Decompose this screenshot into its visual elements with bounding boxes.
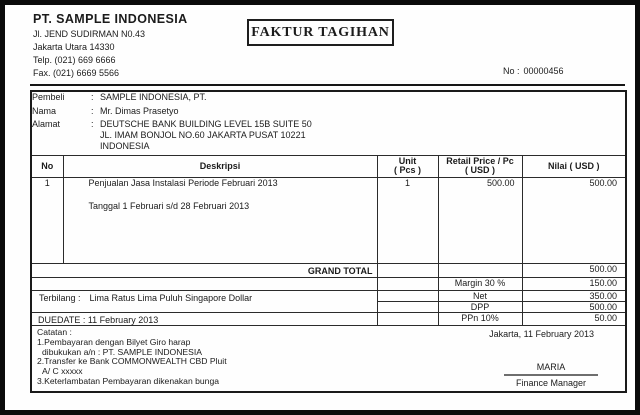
nama-value: Mr. Dimas Prasetyo [100,105,179,116]
ppn-value: 50.00 [522,312,626,326]
buyer-section-row [31,91,626,155]
empty-cell [377,312,438,326]
colon: : [91,92,94,102]
company-phone-line: Telp. (021) 669 6666 [33,55,116,65]
invoice-number-label: No : [503,66,520,76]
column-header-unit [377,155,438,177]
buyer-section [31,91,626,155]
buyer-row-pembeli [32,92,625,103]
empty-cell [31,277,377,290]
net-label: Net [438,290,522,301]
alamat-value [100,119,312,152]
item-description-line2: Tanggal 1 Februari s/d 28 Februari 2013 [88,200,250,211]
company-fax-line: Fax. (021) 6669 5566 [33,68,120,78]
column-header-retail-line1: Retail Price / Pc [446,155,514,166]
empty-cell [377,263,438,277]
pembeli-value: SAMPLE INDONESIA, PT. [100,92,207,102]
colon: : [91,105,94,116]
letterhead [33,12,188,80]
invoice-table [30,90,627,393]
alamat-line: DEUTSCHE BANK BUILDING LEVEL 15B SUITE 50 [100,119,312,129]
company-address-line: Jakarta Utara 14330 [33,42,115,52]
note-line: A/ C xxxxx [42,366,83,377]
note-line: 2.Transfer ke Bank COMMONWEALTH CBD Pluit [37,356,227,367]
item-price: 500.00 [438,177,522,263]
header-divider [30,84,625,86]
column-header-nilai: Nilai ( USD ) [522,155,626,177]
signature-block [504,362,598,388]
alamat-label: Alamat [32,119,61,129]
invoice-number [503,66,568,76]
buyer-row-nama [32,106,625,117]
terbilang-value: Lima Ratus Lima Puluh Singapore Dollar [89,292,253,303]
item-unit: 1 [377,177,438,263]
item-description [63,177,377,263]
invoice-title: FAKTUR TAGIHAN [251,24,390,40]
nama-label: Nama [32,105,57,116]
item-description-line1: Penjualan Jasa Instalasi Periode Februari 2013 [88,177,278,188]
notes-block [37,328,227,387]
note-line: 1.Pembayaran dengan Bilyet Giro harap [37,336,191,347]
footer-section [31,326,626,392]
company-address-line: Jl. JEND SUDIRMAN N0.43 [33,29,146,39]
empty-cell [377,301,438,312]
column-header-unit-line2: ( Pcs ) [393,165,421,175]
column-header-retail-line2: ( USD ) [465,165,495,175]
terbilang-label: Terbilang : [39,292,81,303]
pembeli-label: Pembeli [32,92,65,102]
item-amount: 500.00 [522,177,626,263]
signature-name: MARIA [504,362,598,376]
item-row [31,177,626,263]
company-name: PT. SAMPLE INDONESIA [33,12,188,26]
dpp-value: 500.00 [522,301,626,312]
invoice-number-value: 00000456 [523,66,564,76]
invoice-title-box [247,19,394,46]
item-no: 1 [31,177,63,263]
grand-total-value: 500.00 [522,263,626,277]
terbilang-cell [31,290,377,312]
net-value: 350.00 [522,290,626,301]
grand-total-label: GRAND TOTAL [31,263,377,277]
net-row [31,290,626,301]
footer-row [31,326,626,392]
buyer-row-alamat [32,119,625,152]
grand-total-row [31,263,626,277]
alamat-line: INDONESIA [100,141,150,151]
empty-cell [377,290,438,301]
column-header-retail-price [438,155,522,177]
signature-title: Finance Manager [516,378,587,388]
note-line: dibukukan a/n : PT. SAMPLE INDONESIA [42,346,203,357]
empty-cell [438,263,522,277]
margin-value: 150.00 [522,277,626,290]
colon: : [91,119,94,129]
table-header-row [31,155,626,177]
ppn-label: PPn 10% [438,312,522,326]
column-header-unit-line1: Unit [398,155,417,166]
note-line: 3.Keterlambatan Pembayaran dikenakan bunga [37,375,220,386]
notes-title: Catatan : [37,327,72,337]
signature-place-date: Jakarta, 11 February 2013 [489,329,595,339]
margin-label: Margin 30 % [438,277,522,290]
column-header-no: No [31,155,63,177]
alamat-line: JL. IMAM BONJOL NO.60 JAKARTA PUSAT 10221 [100,130,306,140]
empty-cell [377,277,438,290]
dpp-label: DPP [438,301,522,312]
duedate-row [31,312,626,326]
duedate-label: DUEDATE : 11 February 2013 [31,312,377,326]
column-header-deskripsi: Deskripsi [63,155,377,177]
margin-row [31,277,626,290]
